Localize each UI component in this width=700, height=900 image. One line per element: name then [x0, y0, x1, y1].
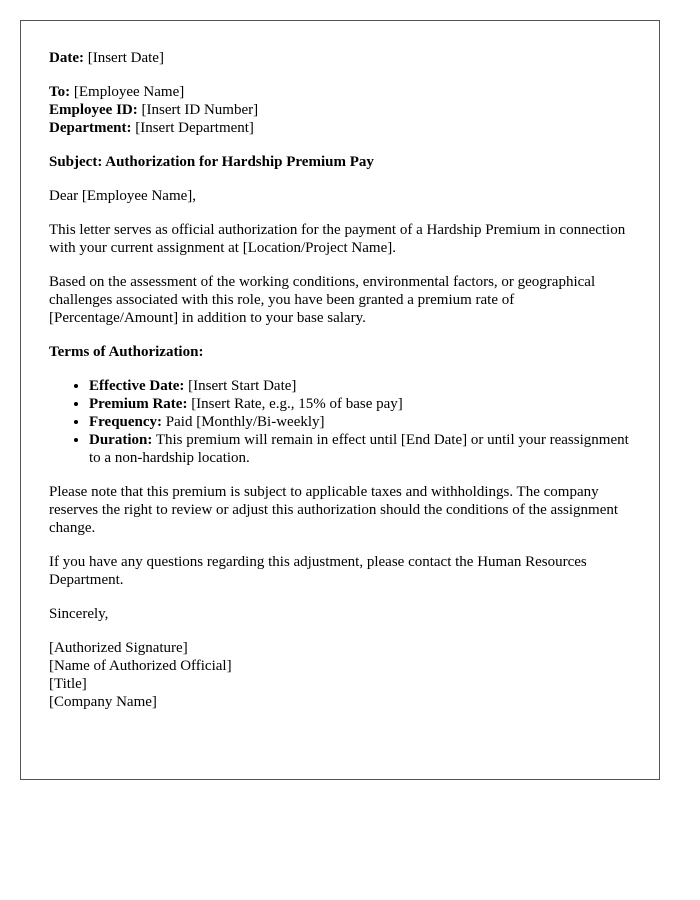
terms-item-frequency: [89, 413, 631, 431]
terms-heading: Terms of Authorization:: [49, 344, 204, 360]
letter-document: [20, 20, 660, 780]
recipient-block: [49, 83, 631, 137]
employee-id-value: [Insert ID Number]: [141, 102, 259, 118]
terms-item-effective-date: [89, 377, 631, 395]
term-text: Paid [Monthly/Bi-weekly]: [165, 414, 325, 430]
company-name-line: [Company Name]: [49, 694, 157, 710]
signature-block: [49, 639, 631, 711]
term-label: Premium Rate:: [89, 396, 188, 412]
term-label: Duration:: [89, 432, 153, 448]
to-label: To:: [49, 84, 71, 100]
salutation: Dear [Employee Name],: [49, 188, 197, 204]
signature-line: [Authorized Signature]: [49, 640, 188, 656]
term-text: [Insert Start Date]: [188, 378, 297, 394]
official-name-line: [Name of Authorized Official]: [49, 658, 232, 674]
terms-item-premium-rate: [89, 395, 631, 413]
body-paragraph: Based on the assessment of the working conditions, environmental factors, or geographical challenges associated with this role, you have been granted a premium rate of [Percentage/Amount] in addition to your base salary.: [49, 274, 596, 326]
body-paragraph: This letter serves as official authorization for the payment of a Hardship Premium in connection with your current assignment at [Location/Project Name].: [49, 222, 626, 256]
department-line: [49, 119, 631, 137]
department-value: [Insert Department]: [135, 120, 254, 136]
to-line: [49, 83, 631, 101]
title-line: [Title]: [49, 676, 87, 692]
signoff: Sincerely,: [49, 606, 109, 622]
subject-line: Subject: Authorization for Hardship Premium Pay: [49, 154, 374, 170]
term-text: This premium will remain in effect until [End Date] or until your reassignment to a non-hardship location.: [89, 432, 629, 466]
date-value: [Insert Date]: [87, 50, 164, 66]
date-line: [49, 49, 631, 67]
employee-id-line: [49, 101, 631, 119]
term-label: Frequency:: [89, 414, 163, 430]
employee-id-label: Employee ID:: [49, 102, 138, 118]
to-value: [Employee Name]: [73, 84, 185, 100]
closing-paragraph: Please note that this premium is subject to applicable taxes and withholdings. The company reserves the right to review or adjust this authorization should the conditions of the assignment change.: [49, 484, 619, 536]
department-label: Department:: [49, 120, 132, 136]
date-label: Date:: [49, 50, 84, 66]
term-text: [Insert Rate, e.g., 15% of base pay]: [191, 396, 403, 412]
closing-paragraph: If you have any questions regarding this adjustment, please contact the Human Resources Department.: [49, 554, 587, 588]
terms-item-duration: [89, 431, 631, 467]
term-label: Effective Date:: [89, 378, 185, 394]
terms-list: [49, 377, 631, 467]
